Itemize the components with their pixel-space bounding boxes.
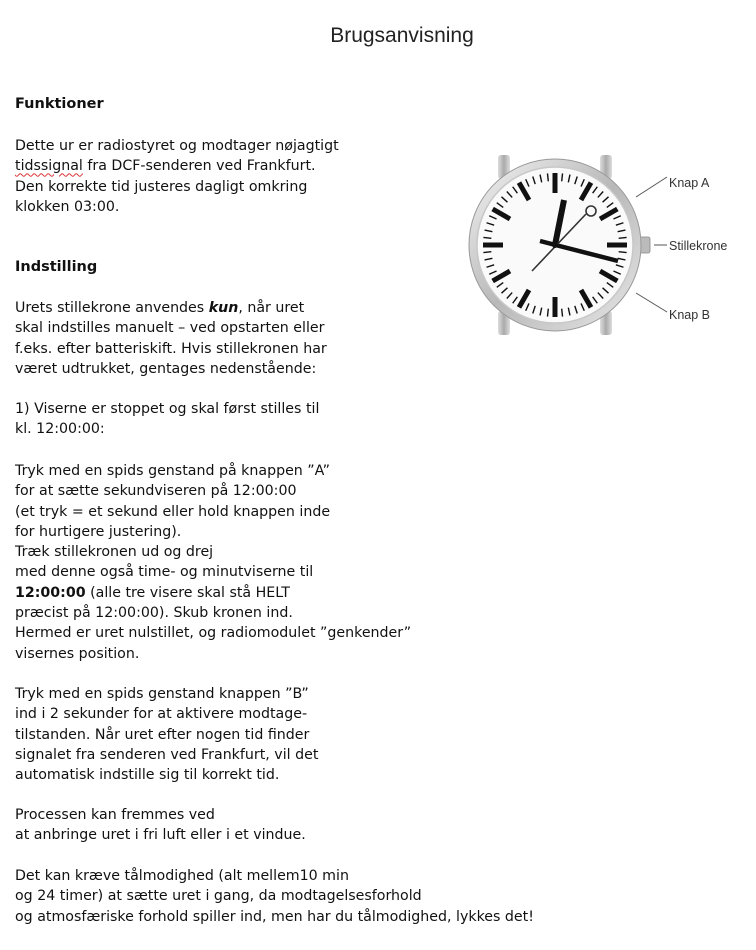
text-line: f.eks. efter batteriskift. Hvis stillekronen har <box>15 340 327 357</box>
text-line: Den korrekte tid justeres dagligt omkring <box>15 178 308 195</box>
text-span: , når uret <box>238 300 305 316</box>
knap-a-pointer <box>636 177 667 197</box>
label-knap-b: Knap B <box>669 308 711 322</box>
text-line: for hurtigere justering). <box>15 523 182 540</box>
text-span: Urets stillekrone anvendes <box>15 300 209 316</box>
minute-marker <box>483 252 491 253</box>
text-line: 1) Viserne er stoppet og skal først stilles til <box>15 401 320 417</box>
patience-paragraph <box>15 866 534 927</box>
page-title: Brugsanvisning <box>330 24 474 47</box>
text-line: klokken 03:00. <box>15 198 120 215</box>
text-line: og 24 timer) at sætte uret i gang, da modtagelsesforhold <box>15 888 422 905</box>
button-b-paragraph <box>15 684 318 785</box>
text-line: kl. 12:00:00: <box>15 421 105 438</box>
text-line: visernes position. <box>15 645 140 662</box>
text-line: og atmosfæriske forhold spiller ind, men har du tålmodighed, lykkes det! <box>15 908 534 925</box>
text-line: at anbringe uret i fri luft eller i et vindue. <box>15 827 306 844</box>
text-line: Hermed er uret nulstillet, og radiomodulet ”genkender” <box>15 625 412 642</box>
indstilling-paragraph-1 <box>15 298 327 379</box>
text-line: for at sætte sekundviseren på 12:00:00 <box>15 483 297 500</box>
center-pin <box>552 242 558 248</box>
text-line: automatisk indstille sig til korrekt tid. <box>15 767 280 784</box>
text-line <box>15 298 327 318</box>
text-line: skal indstilles manuelt – ved opstarten eller <box>15 320 325 337</box>
text-line: Træk stillekronen ud og drej <box>15 544 214 561</box>
text-line <box>15 156 339 176</box>
text-line <box>15 583 411 603</box>
minute-marker <box>483 237 491 238</box>
label-stillekrone: Stillekrone <box>669 239 728 253</box>
heading-indstilling: Indstilling <box>15 259 98 275</box>
text-span: fra DCF-senderen ved Frankfurt. <box>82 158 316 175</box>
text-line: Processen kan fremmes ved <box>15 807 215 823</box>
text-line: Dette ur er radiostyret og modtager nøjagtigt <box>15 138 339 154</box>
spellcheck-word: tidssignal <box>15 158 83 175</box>
process-paragraph <box>15 805 306 846</box>
text-line: med denne også time- og minutviserne til <box>15 564 314 581</box>
text-line: signalet fra senderen ved Frankfurt, vil det <box>15 746 319 763</box>
text-span: (alle tre visere skal stå HELT <box>85 584 290 601</box>
text-line: Tryk med en spids genstand på knappen ”A” <box>15 463 330 479</box>
text-line: tilstanden. Når uret efter nogen tid finder <box>15 726 310 743</box>
minute-marker <box>619 237 627 238</box>
minute-marker <box>562 173 563 181</box>
bold-time: 12:00:00 <box>15 584 86 601</box>
text-line: (et tryk = et sekund eller hold knappen inde <box>15 503 331 520</box>
knap-b-pointer <box>636 293 667 312</box>
minute-marker <box>619 252 627 253</box>
minute-marker <box>547 173 548 181</box>
minute-marker <box>547 309 548 317</box>
emphasis-kun: kun <box>208 300 239 316</box>
button-a-paragraph <box>15 461 411 664</box>
step-1-paragraph <box>15 399 319 440</box>
watch-illustration <box>468 150 756 340</box>
text-line: Det kan kræve tålmodighed (alt mellem10 min <box>15 868 349 884</box>
heading-funktioner: Funktioner <box>15 96 104 112</box>
label-knap-a: Knap A <box>669 176 710 190</box>
minute-marker <box>562 309 563 317</box>
text-line: Tryk med en spids genstand knappen ”B” <box>15 686 309 702</box>
text-line: været udtrukket, gentages nedenstående: <box>15 360 317 377</box>
funktioner-paragraph <box>15 136 339 217</box>
text-line: ind i 2 sekunder for at aktivere modtage- <box>15 706 308 723</box>
text-line: præcist på 12:00:00). Skub kronen ind. <box>15 605 293 622</box>
